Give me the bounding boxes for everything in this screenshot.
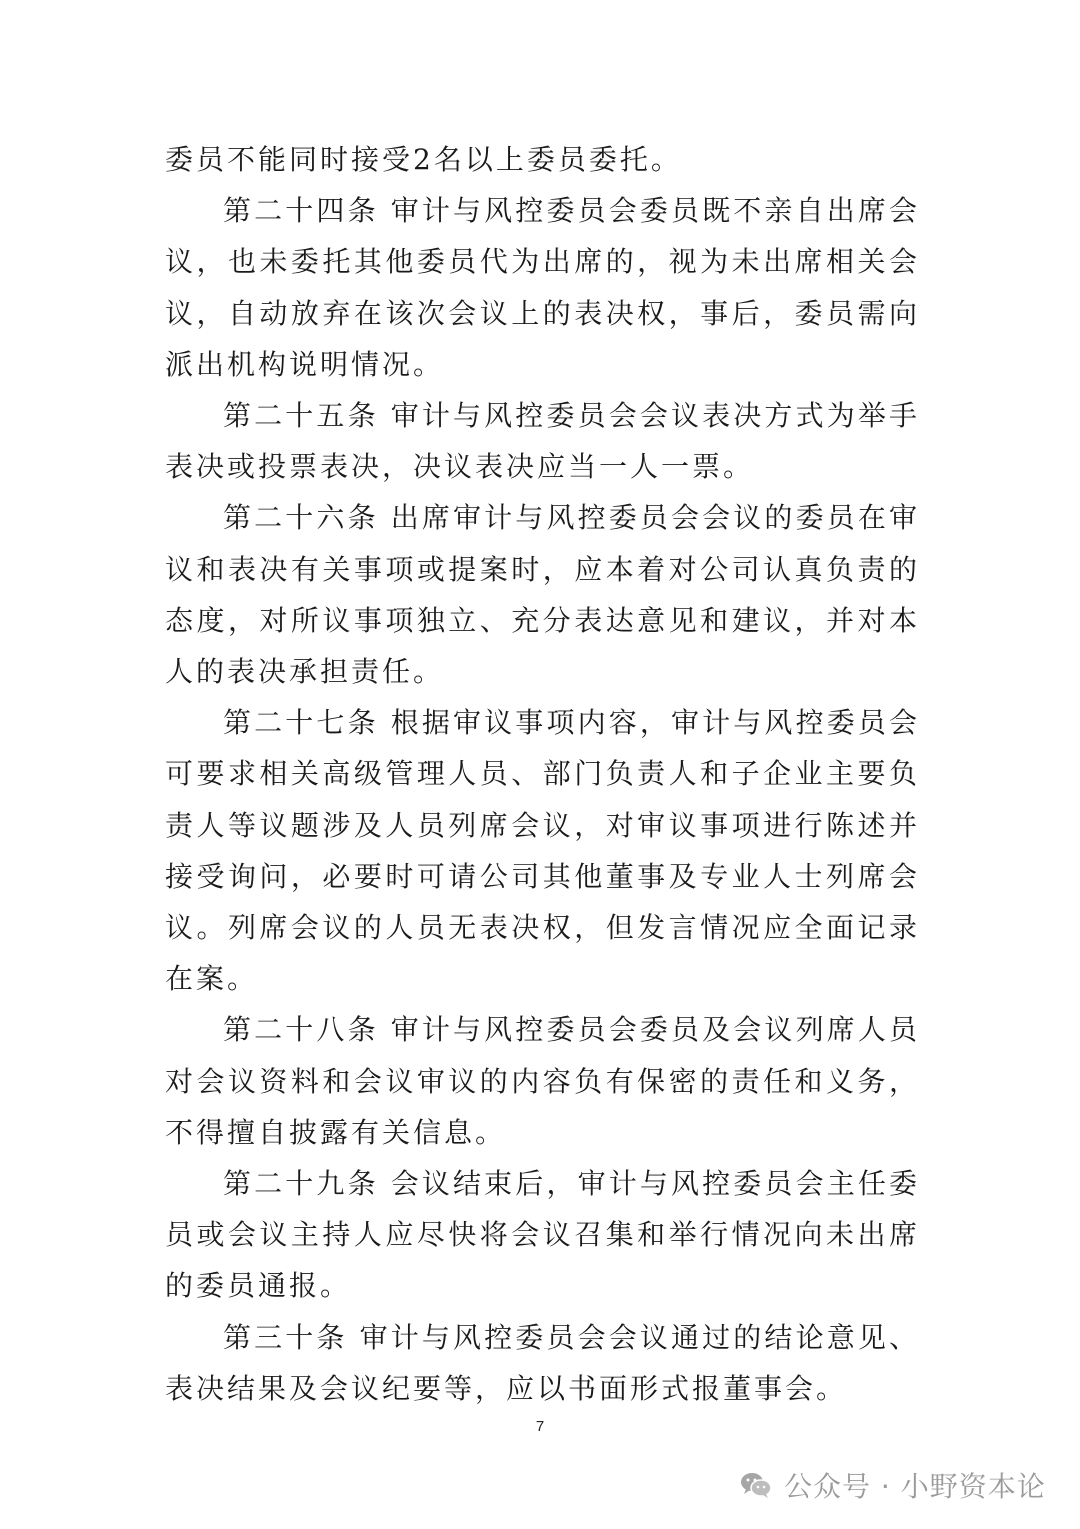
wechat-icon — [738, 1467, 774, 1503]
article-30: 第三十条 审计与风控委员会会议通过的结论意见、表决结果及会议纪要等，应以书面形式报董事会。 — [165, 1320, 920, 1405]
article-25: 第二十五条 审计与风控委员会会议表决方式为举手表决或投票表决，决议表决应当一人一票。 — [165, 399, 920, 484]
watermark — [738, 1463, 1046, 1507]
page-number: 7 — [535, 1418, 545, 1435]
document-body — [165, 134, 920, 1414]
article-26: 第二十六条 出席审计与风控委员会会议的委员在审议和表决有关事项或提案时，应本着对公司认真负责的态度，对所议事项独立、充分表达意见和建议，并对本人的表决承担责任。 — [165, 501, 920, 689]
article-27: 第二十七条 根据审议事项内容，审计与风控委员会可要求相关高级管理人员、部门负责人和子企业主要负责人等议题涉及人员列席会议，对审议事项进行陈述并接受询问，必要时可请公司其他董事及专业人士列席会议。列席会议的人员无表决权，但发言情况应全面记录在案。 — [165, 706, 920, 996]
watermark-text: 公众号 · 小野资本论 — [784, 1470, 1046, 1503]
paragraph-continuation: 委员不能同时接受2名以上委员委托。 — [165, 143, 682, 176]
article-24: 第二十四条 审计与风控委员会委员既不亲自出席会议，也未委托其他委员代为出席的，视为未出席相关会议，自动放弃在该次会议上的表决权，事后，委员需向派出机构说明情况。 — [165, 194, 920, 381]
article-29: 第二十九条 会议结束后，审计与风控委员会主任委员或会议主持人应尽快将会议召集和举行情况向未出席的委员通报。 — [165, 1167, 920, 1303]
article-28: 第二十八条 审计与风控委员会委员及会议列席人员对会议资料和会议审议的内容负有保密的责任和义务，不得擅自披露有关信息。 — [165, 1013, 920, 1149]
